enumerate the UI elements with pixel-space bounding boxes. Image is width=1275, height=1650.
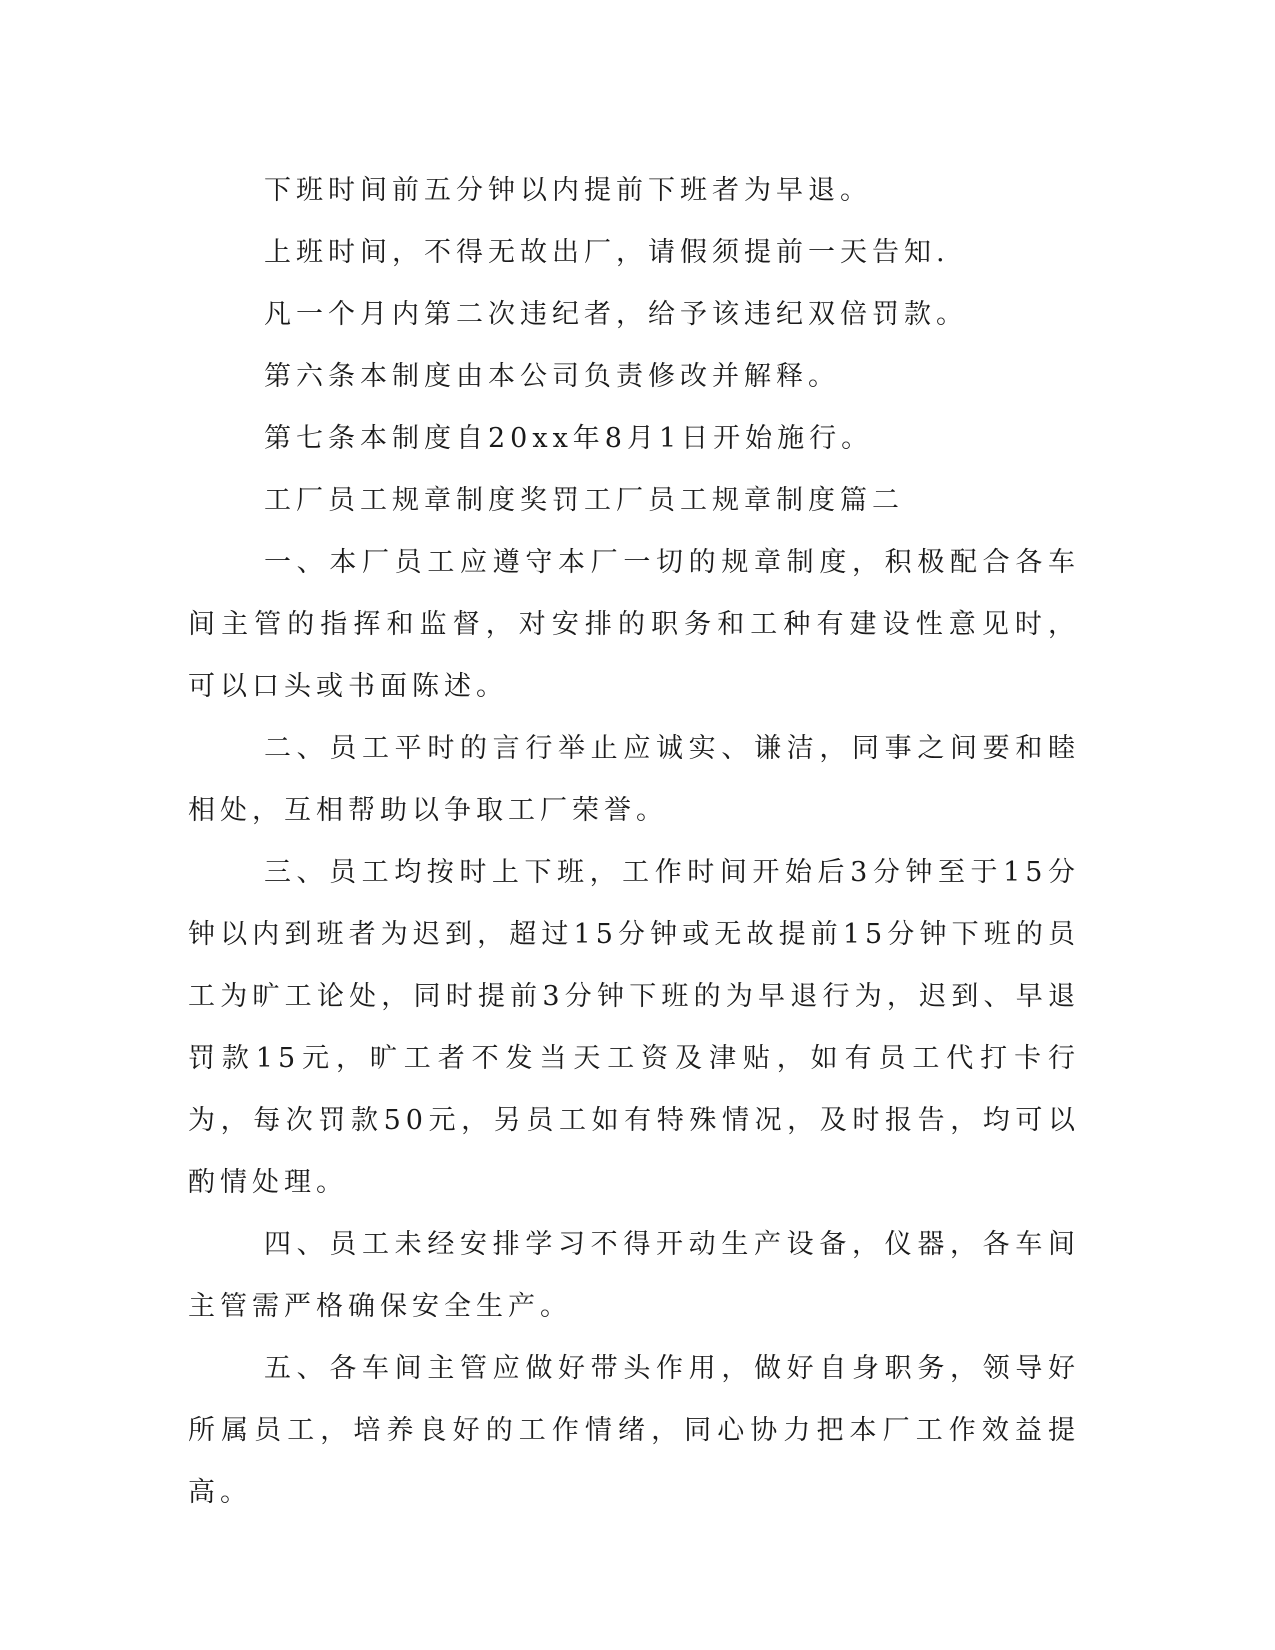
paragraph-leave-request: 上班时间，不得无故出厂，请假须提前一天告知. [264, 237, 950, 268]
section-heading: 工厂员工规章制度奖罚工厂员工规章制度篇二 [264, 485, 904, 516]
paragraph-rule-one: 一、本厂员工应遵守本厂一切的规章制度，积极配合各车间主管的指挥和监督，对安排的职务和工种有建设性意见时，可以口头或书面陈述。 [188, 547, 1080, 702]
document-body [188, 160, 1080, 1524]
paragraph-article-seven: 第七条本制度自20xx年8月1日开始施行。 [264, 423, 874, 454]
paragraph-repeat-violation: 凡一个月内第二次违纪者，给予该违纪双倍罚款。 [264, 299, 968, 330]
paragraph-rule-four: 四、员工未经安排学习不得开动生产设备，仪器，各车间主管需严格确保安全生产。 [188, 1229, 1080, 1322]
paragraph-rule-five: 五、各车间主管应做好带头作用，做好自身职务，领导好所属员工，培养良好的工作情绪，同心协力把本厂工作效益提高。 [188, 1353, 1080, 1508]
paragraph-early-leave: 下班时间前五分钟以内提前下班者为早退。 [264, 175, 872, 206]
paragraph-rule-two: 二、员工平时的言行举止应诚实、谦洁，同事之间要和睦相处，互相帮助以争取工厂荣誉。 [188, 733, 1080, 826]
paragraph-rule-three: 三、员工均按时上下班，工作时间开始后3分钟至于15分钟以内到班者为迟到，超过15分钟或无故提前15分钟下班的员工为旷工论处，同时提前3分钟下班的为早退行为，迟到、早退罚款15元，旷工者不发当天工资及津贴，如有员工代打卡行为，每次罚款50元，另员工如有特殊情况，及时报告，均可以酌情处理。 [188, 857, 1080, 1198]
paragraph-article-six: 第六条本制度由本公司负责修改并解释。 [264, 361, 840, 392]
